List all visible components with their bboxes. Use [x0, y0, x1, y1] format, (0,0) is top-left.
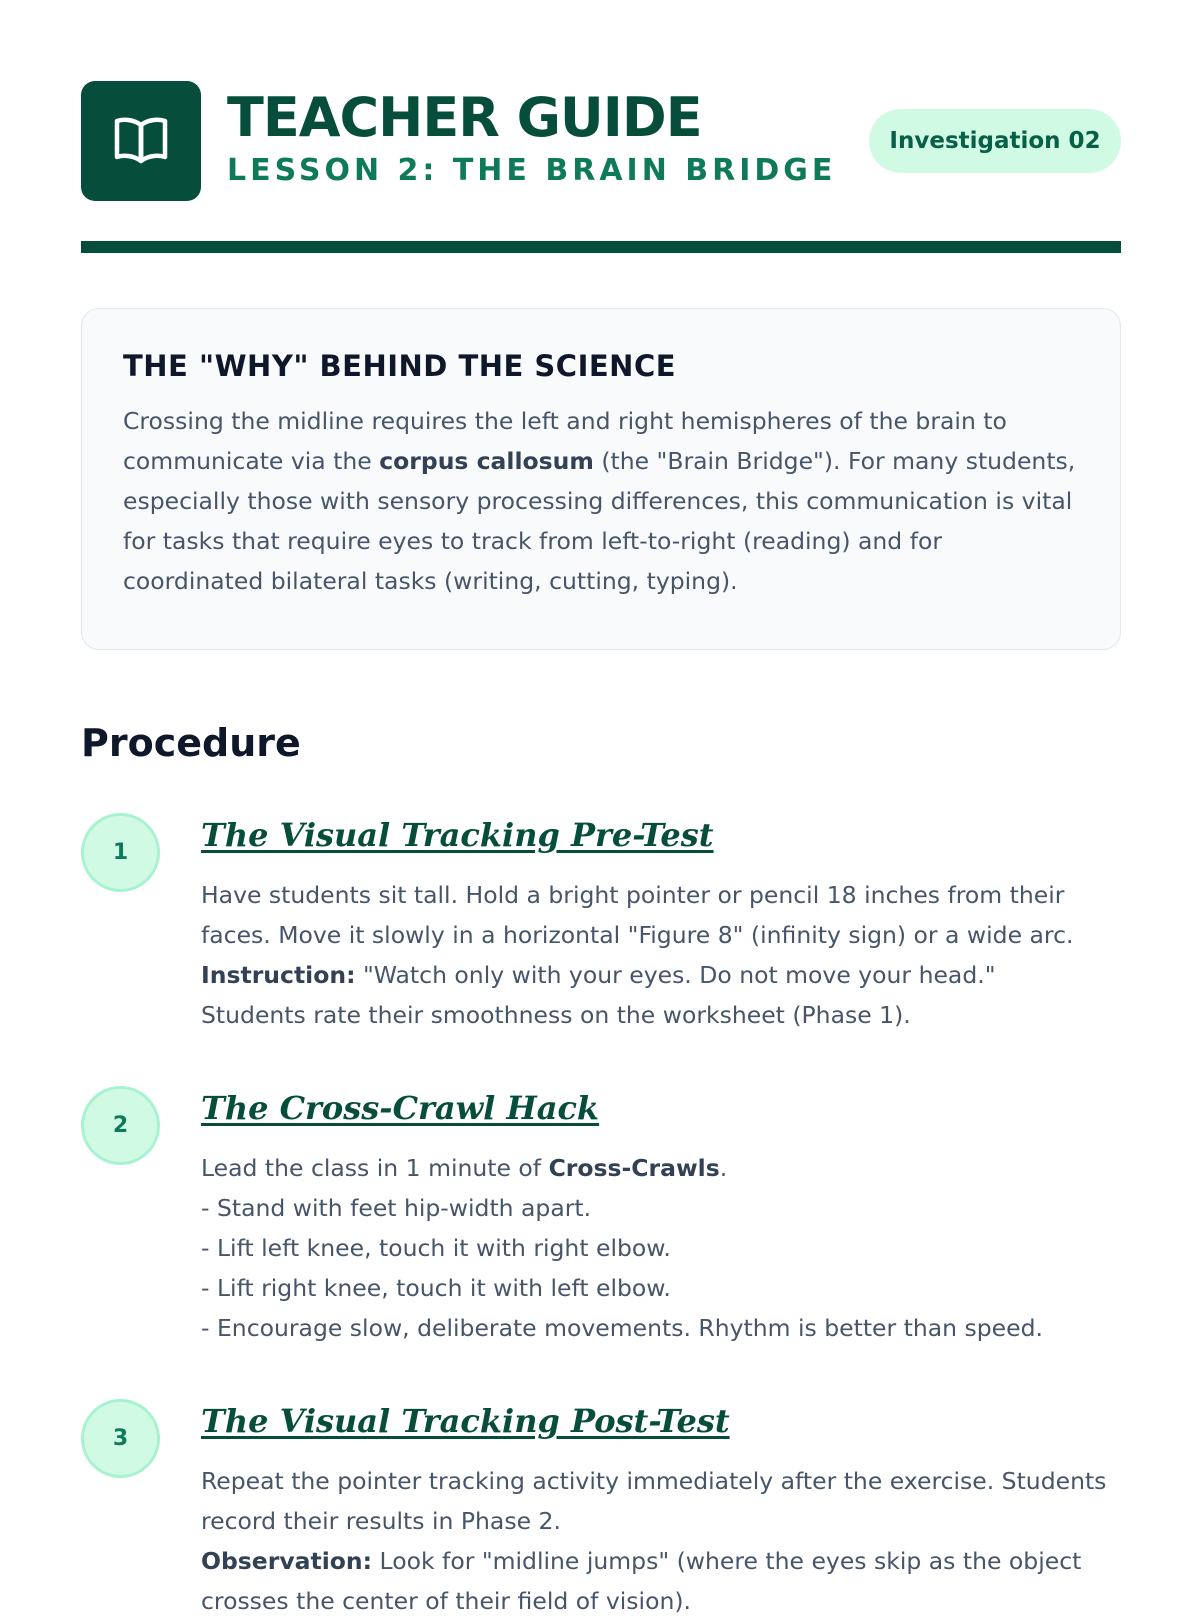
step-label-text: Look for "midline jumps" (where the eyes skip as the object crosses the center of their field of vision).	[201, 1547, 1082, 1615]
why-card	[81, 308, 1121, 650]
step-paragraph: Repeat the pointer tracking activity immediately after the exercise. Students record their results in Phase 2.	[201, 1467, 1107, 1535]
step-number: 3	[81, 1399, 160, 1478]
step-text	[201, 1148, 1121, 1348]
guide-title: TEACHER GUIDE	[227, 86, 702, 149]
step-after-text: Students rate their smoothness on the worksheet (Phase 1).	[201, 1001, 911, 1029]
step-label-text: "Watch only with your eyes. Do not move your head."	[355, 961, 996, 989]
why-text-1: Crossing the midline requires the left and right hemispheres of the brain to communicate via the	[123, 407, 1007, 475]
step-intro-end: .	[719, 1154, 728, 1182]
step-number: 1	[81, 813, 160, 892]
step-intro-bold: Cross-Crawls	[548, 1154, 720, 1182]
list-item: - Lift left knee, touch it with right elbow.	[201, 1234, 671, 1262]
step-paragraph: Have students sit tall. Hold a bright pointer or pencil 18 inches from their faces. Move it slowly in a horizontal "Figure 8" (infinity sign) or a wide arc.	[201, 881, 1074, 949]
why-bold-term: corpus callosum	[379, 447, 594, 475]
step-number: 2	[81, 1086, 160, 1165]
list-item: - Stand with feet hip-width apart.	[201, 1194, 592, 1222]
procedure-heading: Procedure	[81, 721, 301, 765]
page-header	[81, 81, 1121, 201]
why-text-2: (the "Brain Bridge"). For many students, especially those with sensory processing differences, this communication is vital for tasks that require eyes to track from left-to-right (reading) and for coordinated bilateral tasks (writing, cutting, typing).	[123, 447, 1076, 595]
list-item: - Lift right knee, touch it with left elbow.	[201, 1274, 671, 1302]
investigation-badge: Investigation 02	[869, 109, 1121, 173]
lesson-subtitle: LESSON 2: THE BRAIN BRIDGE	[227, 153, 837, 188]
why-paragraph	[123, 401, 1080, 601]
step-label: Observation:	[201, 1547, 373, 1575]
step-text	[201, 1461, 1121, 1621]
open-book-icon	[111, 111, 171, 171]
step-label: Instruction:	[201, 961, 356, 989]
logo	[81, 81, 201, 201]
step-intro: Lead the class in 1 minute of	[201, 1154, 549, 1182]
list-item: - Encourage slow, deliberate movements. Rhythm is better than speed.	[201, 1314, 1043, 1342]
step-title: The Visual Tracking Pre-Test	[201, 816, 714, 854]
step-text	[201, 875, 1121, 1035]
step-title: The Cross-Crawl Hack	[201, 1089, 600, 1127]
header-divider	[81, 241, 1121, 253]
why-title: THE "WHY" BEHIND THE SCIENCE	[123, 349, 677, 383]
step-title: The Visual Tracking Post-Test	[201, 1402, 730, 1440]
